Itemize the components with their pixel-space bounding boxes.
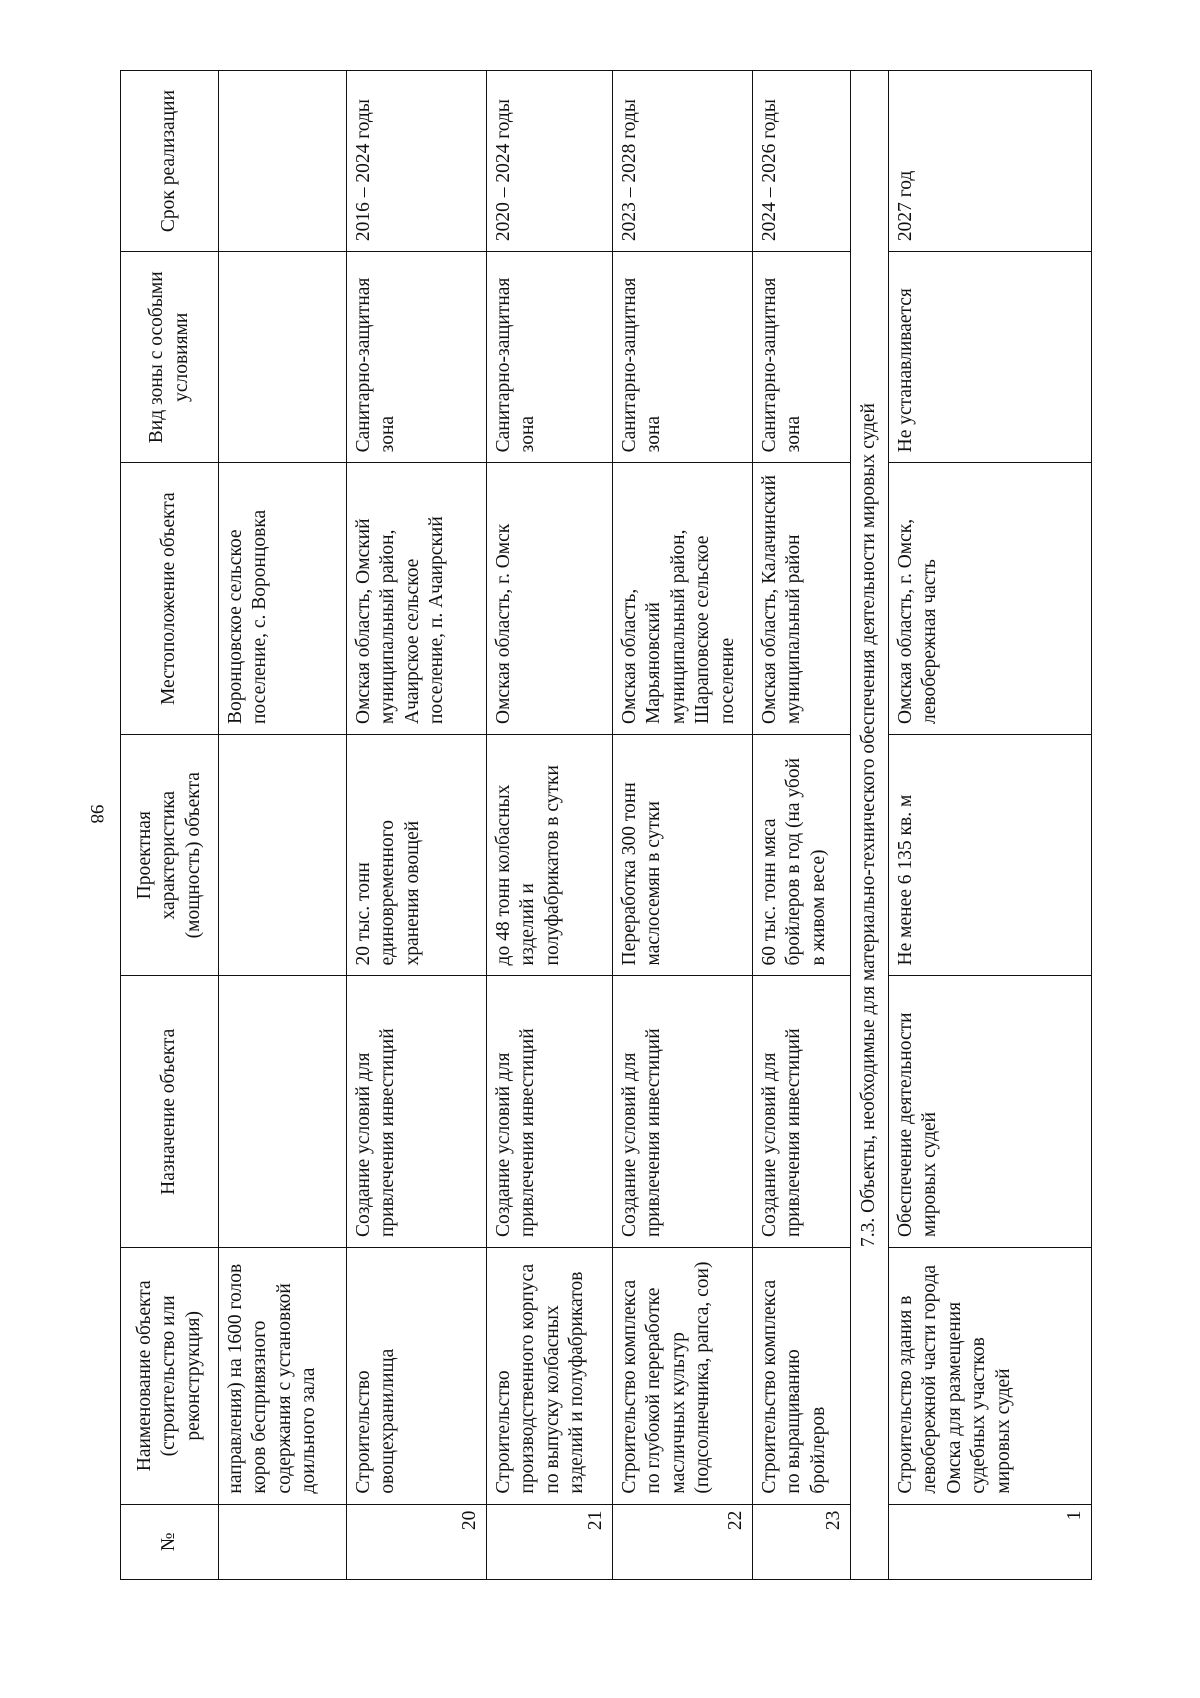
header-capacity: Проектная характеристика (мощность) объекта xyxy=(121,735,219,976)
cell-name: Строительство здания в левобережной части города Омска для размещения судебных участков мировых судей xyxy=(889,1248,1092,1505)
table-header-row xyxy=(121,71,219,1580)
header-num: № xyxy=(121,1504,219,1579)
cell-purpose: Создание условий для привлечения инвестиций xyxy=(487,976,613,1248)
cell-zone xyxy=(219,252,347,463)
cell-location: Омская область, г. Омск, левобережная часть xyxy=(889,463,1092,735)
cell-purpose: Создание условий для привлечения инвестиций xyxy=(753,976,851,1248)
cell-purpose: Создание условий для привлечения инвестиций xyxy=(613,976,753,1248)
table-row-continuation xyxy=(219,71,347,1580)
cell-num: 22 xyxy=(613,1504,753,1579)
cell-location: Омская область, Марьяновский муниципальный район, Шараповское сельское поселение xyxy=(613,463,753,735)
cell-purpose xyxy=(219,976,347,1248)
cell-capacity: 20 тыс. тонн единовременного хранения овощей xyxy=(347,735,487,976)
table-row xyxy=(753,71,851,1580)
cell-term: 2020 – 2024 годы xyxy=(487,71,613,252)
cell-name: Строительство комплекса по выращиванию бройлеров xyxy=(753,1248,851,1505)
cell-term: 2024 – 2026 годы xyxy=(753,71,851,252)
header-location: Местоположение объекта xyxy=(121,463,219,735)
cell-num: 23 xyxy=(753,1504,851,1579)
cell-capacity: Переработка 300 тонн маслосемян в сутки xyxy=(613,735,753,976)
cell-zone: Санитарно-защитная зона xyxy=(487,252,613,463)
header-term: Срок реализации xyxy=(121,71,219,252)
page-number: 98 xyxy=(86,804,107,824)
header-purpose: Назначение объекта xyxy=(121,976,219,1248)
cell-name: Строительство производственного корпуса по выпуску колбасных изделий и полуфабрикатов xyxy=(487,1248,613,1505)
cell-zone: Санитарно-защитная зона xyxy=(753,252,851,463)
cell-num: 20 xyxy=(347,1504,487,1579)
cell-name: Строительство овощехранилища xyxy=(347,1248,487,1505)
objects-table xyxy=(120,70,1092,1580)
cell-term: 2027 год xyxy=(889,71,1092,252)
cell-location: Омская область, Омский муниципальный район, Ачаирское сельское поселение, п. Ачаирский xyxy=(347,463,487,735)
cell-zone: Не устанавливается xyxy=(889,252,1092,463)
table-row xyxy=(347,71,487,1580)
cell-num: 21 xyxy=(487,1504,613,1579)
cell-purpose: Создание условий для привлечения инвестиций xyxy=(347,976,487,1248)
rotated-table-container xyxy=(120,70,1092,1580)
section-title: 7.3. Объекты, необходимые для материально-технического обеспечения деятельности мировых судей xyxy=(851,71,889,1580)
header-name: Наименование объекта (строительство или реконструкция) xyxy=(121,1248,219,1505)
cell-location: Омская область, г. Омск xyxy=(487,463,613,735)
cell-capacity: 60 тыс. тонн мяса бройлеров в год (на убой в живом весе) xyxy=(753,735,851,976)
table-row xyxy=(613,71,753,1580)
cell-location: Омская область, Калачинский муниципальный район xyxy=(753,463,851,735)
cell-zone: Санитарно-защитная зона xyxy=(347,252,487,463)
header-zone: Вид зоны с особыми условиями xyxy=(121,252,219,463)
cell-term: 2016 – 2024 годы xyxy=(347,71,487,252)
cell-name: направления) на 1600 голов коров беспривязного содержания с установкой доильного зала xyxy=(219,1248,347,1505)
cell-term xyxy=(219,71,347,252)
table-row xyxy=(889,71,1092,1580)
cell-name: Строительство комплекса по глубокой переработке масличных культур (подсолнечника, рапса, сои) xyxy=(613,1248,753,1505)
cell-location: Воронцовское сельское поселение, с. Воронцовка xyxy=(219,463,347,735)
cell-capacity: до 48 тонн колбасных изделий и полуфабрикатов в сутки xyxy=(487,735,613,976)
cell-term: 2023 – 2028 годы xyxy=(613,71,753,252)
cell-capacity: Не менее 6 135 кв. м xyxy=(889,735,1092,976)
cell-capacity xyxy=(219,735,347,976)
cell-zone: Санитарно-защитная зона xyxy=(613,252,753,463)
cell-num: 1 xyxy=(889,1504,1092,1579)
cell-purpose: Обеспечение деятельности мировых судей xyxy=(889,976,1092,1248)
table-row xyxy=(487,71,613,1580)
section-heading-row xyxy=(851,71,889,1580)
cell-num xyxy=(219,1504,347,1579)
